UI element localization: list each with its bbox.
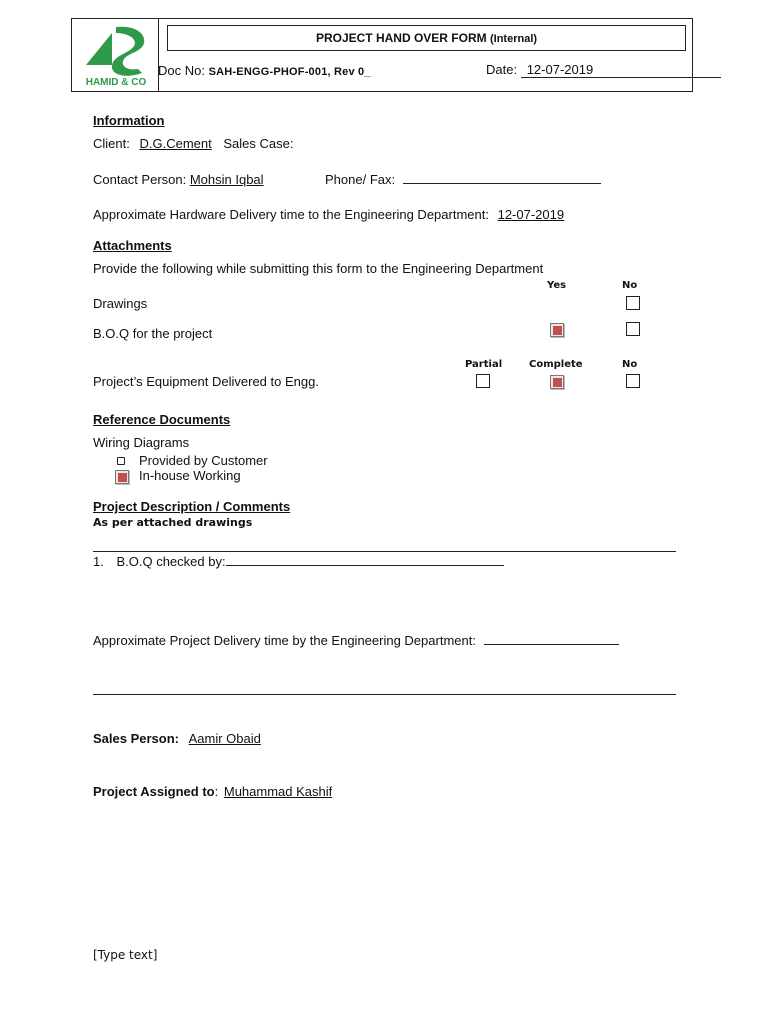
- delivery-divider: [93, 694, 676, 695]
- boq-checked-label: B.O.Q checked by:: [116, 554, 226, 569]
- doc-no-value: SAH-ENGG-PHOF-001, Rev 0_: [208, 66, 371, 78]
- description-divider: [93, 551, 676, 552]
- form-title-suffix: (Internal): [489, 33, 538, 45]
- drawings-no-checkbox[interactable]: [626, 296, 640, 310]
- attachments-intro: Provide the following while submitting this form to the Engineering Department: [93, 261, 544, 276]
- description-text: As per attached drawings: [93, 516, 253, 529]
- boq-label: B.O.Q for the project: [93, 326, 213, 341]
- sales-person-row: [93, 731, 261, 746]
- drawings-label: Drawings: [93, 296, 148, 311]
- project-delivery-row: [93, 633, 619, 648]
- assigned-value: Muhammad Kashif: [223, 784, 333, 799]
- client-value: D.G.Cement: [139, 136, 212, 151]
- phone-blank[interactable]: [403, 172, 601, 184]
- provided-by-customer-checkbox[interactable]: [117, 457, 125, 465]
- boq-checked-number: 1.: [93, 554, 104, 569]
- client-row: [93, 136, 293, 151]
- equipment-no-checkbox[interactable]: [626, 374, 640, 388]
- project-delivery-blank[interactable]: [484, 633, 619, 645]
- equipment-label: Project’s Equipment Delivered to Engg.: [93, 374, 319, 389]
- in-house-working-label: In-house Working: [139, 468, 241, 483]
- date-label: Date:: [486, 62, 518, 77]
- project-delivery-label: Approximate Project Delivery time by the Engineering Department:: [93, 633, 476, 648]
- boq-checked-row: [93, 554, 504, 569]
- col-complete-label: Complete: [529, 359, 583, 370]
- reference-heading: Reference Documents: [93, 412, 231, 427]
- contact-label: Contact Person:: [93, 172, 187, 187]
- sales-person-label: Sales Person:: [93, 731, 179, 746]
- assigned-colon: :: [214, 784, 219, 799]
- client-label: Client:: [93, 136, 130, 151]
- form-title-box: [167, 25, 686, 51]
- logo-icon: [72, 19, 159, 91]
- contact-row: [93, 172, 278, 187]
- header-box: [71, 18, 693, 92]
- provided-by-customer-label: Provided by Customer: [139, 453, 268, 468]
- boq-checked-blank[interactable]: [226, 554, 504, 566]
- footer-placeholder: [Type text]: [93, 948, 158, 962]
- logo-text: HAMID & CO: [85, 77, 147, 88]
- equipment-partial-checkbox[interactable]: [476, 374, 490, 388]
- contact-value: Mohsin Iqbal: [189, 172, 264, 187]
- hw-delivery-value: 12-07-2019: [497, 207, 565, 222]
- phone-row: [325, 172, 601, 187]
- boq-no-checkbox[interactable]: [626, 322, 640, 336]
- assigned-row: [93, 784, 332, 799]
- date-value: 12-07-2019: [521, 63, 721, 78]
- hw-delivery-row: [93, 207, 564, 222]
- col-no-label: No: [622, 280, 638, 291]
- date-field: [486, 62, 721, 78]
- attachments-heading: Attachments: [93, 238, 172, 253]
- wiring-label: Wiring Diagrams: [93, 435, 190, 450]
- col-yes-label: Yes: [547, 280, 567, 291]
- sales-case-label: Sales Case:: [223, 136, 294, 151]
- in-house-working-checkbox[interactable]: [115, 470, 129, 484]
- doc-no-label: Doc No:: [158, 63, 205, 78]
- description-heading: Project Description / Comments: [93, 499, 291, 514]
- doc-number: [158, 63, 371, 78]
- sales-person-value: Aamir Obaid: [188, 731, 261, 746]
- form-title: PROJECT HAND OVER FORM: [315, 31, 487, 45]
- company-logo: [72, 19, 159, 91]
- assigned-label: Project Assigned to: [93, 784, 215, 799]
- col-partial-label: Partial: [465, 359, 503, 370]
- equipment-complete-checkbox[interactable]: [550, 375, 564, 389]
- boq-yes-checkbox[interactable]: [550, 323, 564, 337]
- phone-label: Phone/ Fax:: [325, 172, 396, 187]
- hw-delivery-label: Approximate Hardware Delivery time to the Engineering Department:: [93, 207, 489, 222]
- col-no2-label: No: [622, 359, 638, 370]
- information-heading: Information: [93, 113, 165, 128]
